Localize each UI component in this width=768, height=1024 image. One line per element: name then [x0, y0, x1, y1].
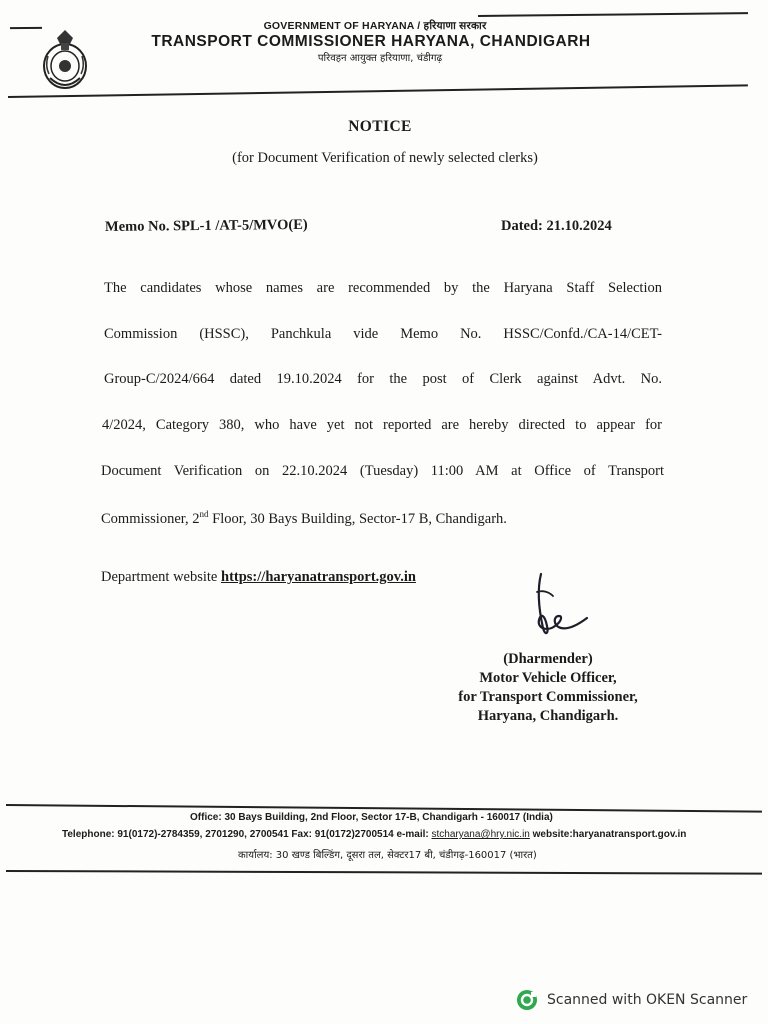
footer-phone-fax: Telephone: 91(0172)-2784359, 2701290, 2700541 Fax: 91(0172)2700514 e-mail: [62, 829, 432, 840]
office-title-hindi: परिवहन आयुक्त हरियाणा, चंडीगढ़ [317, 53, 443, 64]
notice-subtitle: (for Document Verification of newly selected clerks) [232, 150, 538, 166]
notice-title: NOTICE [348, 118, 412, 135]
body-line-6-end: Floor, 30 Bays Building, Sector-17 B, Chandigarh. [208, 510, 507, 527]
body-line-1: The candidates whose names are recommended by the Haryana Staff Selection [104, 280, 662, 296]
body-line-6-start: Commissioner, 2 [101, 510, 200, 527]
footer-website: website:haryanatransport.gov.in [529, 829, 687, 840]
header-rule-bottom [8, 84, 748, 97]
scanner-label: Scanned with OKEN Scanner [547, 992, 748, 1008]
body-line-6 [101, 509, 661, 528]
memo-number: Memo No. SPL-1 /AT-5/MVO(E) [104, 216, 308, 235]
header-rule-left [10, 27, 42, 29]
body-line-2: Commission (HSSC), Panchkula vide Memo No. HSSC/Confd./CA-14/CET- [104, 326, 662, 342]
handwritten-signature [527, 570, 593, 652]
signatory-for: for Transport Commissioner, [458, 689, 638, 705]
scanner-watermark [516, 989, 747, 1011]
website-line [101, 569, 416, 586]
body-line-3: Group-C/2024/664 dated 19.10.2024 for the post of Clerk against Advt. No. [104, 371, 662, 387]
body-line-5: Document Verification on 22.10.2024 (Tuesday) 11:00 AM at Office of Transport [101, 463, 664, 479]
office-title: TRANSPORT COMMISSIONER HARYANA, CHANDIGARH [151, 33, 591, 50]
signatory-designation: Motor Vehicle Officer, [479, 670, 617, 686]
notice-date: Dated: 21.10.2024 [501, 218, 612, 234]
footer-contact-line [62, 829, 686, 840]
body-line-4: 4/2024, Category 380, who have yet not reported are hereby directed to appear for [102, 417, 662, 433]
signatory-place: Haryana, Chandigarh. [477, 708, 619, 724]
header-rule-right [478, 12, 748, 16]
website-link[interactable]: https://haryanatransport.gov.in [221, 569, 416, 585]
footer-office-address: Office: 30 Bays Building, 2nd Floor, Sector 17-B, Chandigarh - 160017 (India) [190, 812, 553, 823]
state-emblem-icon [40, 26, 90, 92]
footer-rule-top [6, 804, 762, 812]
footer-email-link[interactable]: stcharyana@hry.nic.in [431, 829, 530, 840]
footer-hindi-address: कार्यालय: 30 खण्ड बिल्डिंग, दूसरा तल, सेक्टर17 बी, चंडीगढ़-160017 (भारत) [238, 850, 537, 861]
government-line: GOVERNMENT OF HARYANA / हरियाणा सरकार [263, 20, 487, 32]
signatory-block [428, 650, 668, 726]
website-label: Department website [101, 569, 221, 585]
footer-rule-bottom [6, 870, 762, 874]
ordinal-suffix: nd [199, 509, 209, 519]
signatory-name: (Dharmender) [503, 651, 593, 667]
scanner-logo-icon [516, 989, 538, 1011]
